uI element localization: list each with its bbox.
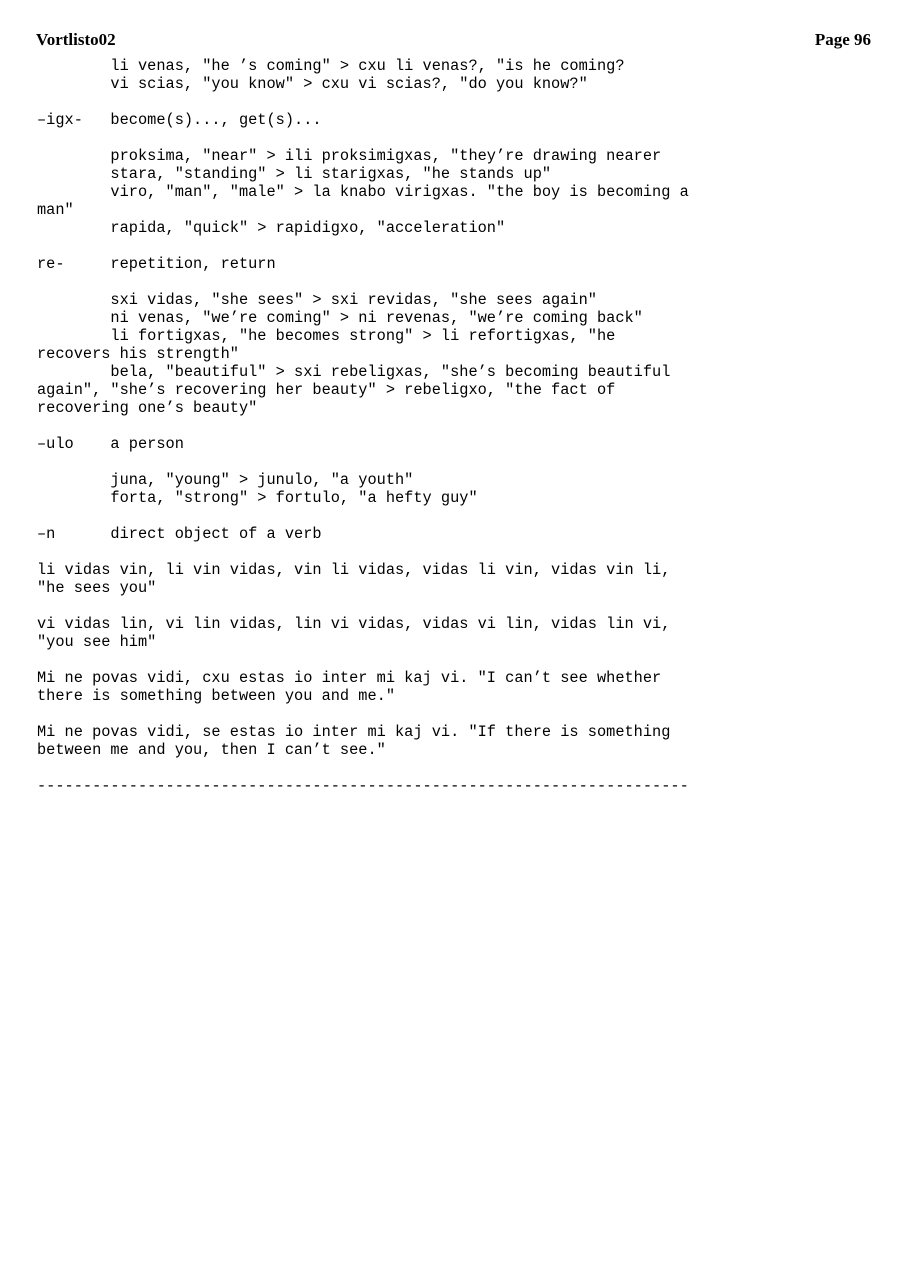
text-line: re- repetition, return: [37, 255, 276, 273]
text-line: [37, 651, 867, 669]
text-line: juna, "young" > junulo, "a youth": [37, 471, 414, 489]
text-line: "he sees you": [37, 579, 157, 597]
text-line: [37, 543, 867, 561]
text-line: [37, 759, 867, 777]
text-line: rapida, "quick" > rapidigxo, "acceleration": [37, 219, 506, 237]
text-line: [37, 93, 867, 111]
text-line: [37, 705, 867, 723]
text-line: Mi ne povas vidi, cxu estas io inter mi kaj vi. "I can’t see whether: [37, 669, 662, 687]
text-line: li vidas vin, li vin vidas, vin li vidas, vidas li vin, vidas vin li,: [37, 561, 671, 579]
text-line: [37, 129, 867, 147]
text-line: "you see him": [37, 633, 157, 651]
text-line: sxi vidas, "she sees" > sxi revidas, "she sees again": [37, 291, 597, 309]
text-line: proksima, "near" > ili proksimigxas, "they’re drawing nearer: [37, 147, 662, 165]
text-line: [37, 507, 867, 525]
page-number: Page 96: [814, 30, 871, 49]
text-line: –igx- become(s)..., get(s)...: [37, 111, 322, 129]
document-body: [37, 57, 867, 795]
text-line: there is something between you and me.": [37, 687, 396, 705]
text-line: –ulo a person: [37, 435, 184, 453]
text-line: vi scias, "you know" > cxu vi scias?, "do you know?": [37, 75, 588, 93]
text-line: man": [37, 201, 74, 219]
text-line: [37, 597, 867, 615]
text-line: [37, 417, 867, 435]
text-line: li fortigxas, "he becomes strong" > li refortigxas, "he: [37, 327, 616, 345]
text-line: vi vidas lin, vi lin vidas, lin vi vidas, vidas vi lin, vidas lin vi,: [37, 615, 671, 633]
text-line: stara, "standing" > li starigxas, "he stands up": [37, 165, 552, 183]
text-line: li venas, "he ’s coming" > cxu li venas?, "is he coming?: [37, 57, 625, 75]
text-line: recovers his strength": [37, 345, 239, 363]
text-line: forta, "strong" > fortulo, "a hefty guy": [37, 489, 478, 507]
page-header: [36, 30, 871, 52]
text-line: between me and you, then I can’t see.": [37, 741, 386, 759]
text-line: [37, 237, 867, 255]
text-line: recovering one’s beauty": [37, 399, 258, 417]
text-line: [37, 453, 867, 471]
text-line: again", "she’s recovering her beauty" > rebeligxo, "the fact of: [37, 381, 616, 399]
text-line: Mi ne povas vidi, se estas io inter mi kaj vi. "If there is something: [37, 723, 671, 741]
text-line: ni venas, "we’re coming" > ni revenas, "we’re coming back": [37, 309, 643, 327]
text-line: -----------------------------------------------------------------------: [37, 777, 689, 795]
text-line: viro, "man", "male" > la knabo virigxas. "the boy is becoming a: [37, 183, 689, 201]
document-title: Vortlisto02: [36, 30, 116, 49]
text-line: –n direct object of a verb: [37, 525, 322, 543]
text-line: [37, 273, 867, 291]
text-line: bela, "beautiful" > sxi rebeligxas, "she’s becoming beautiful: [37, 363, 671, 381]
